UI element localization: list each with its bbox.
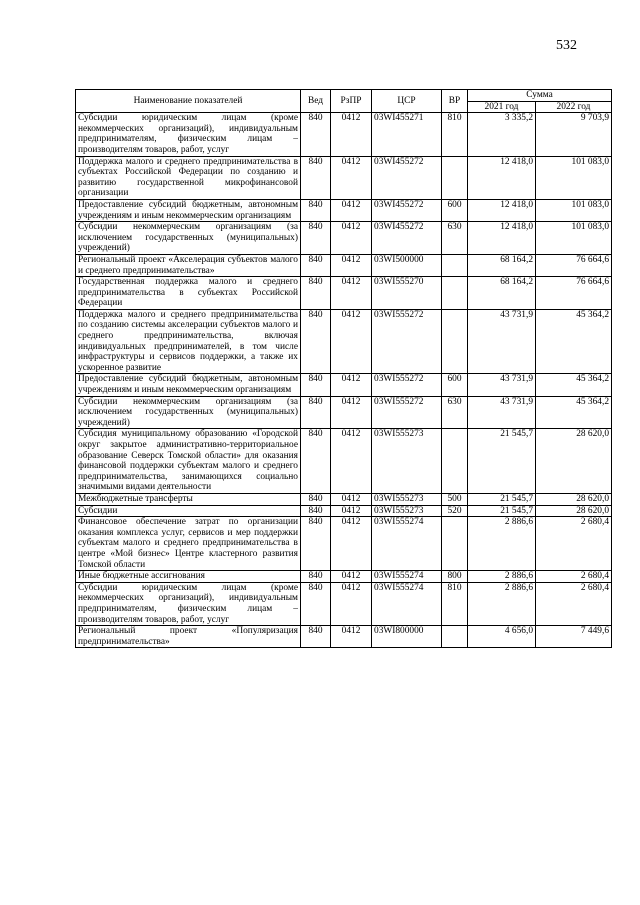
row-name-cell: Субсидия муниципальному образованию «Городской округ закрытое административно-территориальное образование Северск Томской области» для оказания финансовой поддержки субъектам малого и среднего предпринимательства, занимающихся социально значимыми видами деятельности <box>76 429 301 494</box>
row-name-cell: Предоставление субсидий бюджетным, автономным учреждениям и иным некоммерческим организациям <box>76 374 301 396</box>
row-name-cell: Субсидии некоммерческим организациям (за исключением государственных (муниципальных) учреждений) <box>76 396 301 429</box>
row-2021-cell: 12 418,0 <box>468 156 536 199</box>
row-2022-cell: 28 620,0 <box>536 505 612 517</box>
row-csr-cell: 03WI455272 <box>372 199 442 221</box>
row-vr-cell <box>442 309 468 374</box>
row-vr-cell: 630 <box>442 222 468 255</box>
row-2022-cell: 101 083,0 <box>536 222 612 255</box>
row-csr-cell: 03WI555273 <box>372 505 442 517</box>
row-ved-cell: 840 <box>301 505 331 517</box>
row-ved-cell: 840 <box>301 222 331 255</box>
row-vr-cell: 810 <box>442 113 468 156</box>
row-vr-cell: 800 <box>442 571 468 583</box>
row-2021-cell: 3 335,2 <box>468 113 536 156</box>
row-2021-cell: 68 164,2 <box>468 254 536 276</box>
row-csr-cell: 03WI555274 <box>372 582 442 625</box>
row-csr-cell: 03WI500000 <box>372 254 442 276</box>
header-sum: Сумма <box>468 90 612 102</box>
row-name-cell: Субсидии <box>76 505 301 517</box>
row-2022-cell: 2 680,4 <box>536 517 612 571</box>
row-name-cell: Субсидии некоммерческим организациям (за исключением государственных (муниципальных) учреждений) <box>76 222 301 255</box>
row-ved-cell: 840 <box>301 113 331 156</box>
row-2021-cell: 21 545,7 <box>468 429 536 494</box>
header-year-2021: 2021 год <box>468 101 536 113</box>
row-rzpr-cell: 0412 <box>331 309 372 374</box>
table-row <box>76 254 612 276</box>
row-ved-cell: 840 <box>301 396 331 429</box>
row-ved-cell: 840 <box>301 254 331 276</box>
row-vr-cell <box>442 277 468 310</box>
row-name-cell: Субсидии юридическим лицам (кроме некоммерческих организаций), индивидуальным предпринимателям, физическим лицам – производителям товаров, работ, услуг <box>76 582 301 625</box>
row-csr-cell: 03WI555274 <box>372 517 442 571</box>
row-vr-cell <box>442 429 468 494</box>
table-header <box>76 90 612 113</box>
row-rzpr-cell: 0412 <box>331 113 372 156</box>
row-2021-cell: 43 731,9 <box>468 309 536 374</box>
row-name-cell: Иные бюджетные ассигнования <box>76 571 301 583</box>
row-ved-cell: 840 <box>301 626 331 648</box>
row-csr-cell: 03WI555274 <box>372 571 442 583</box>
row-2022-cell: 28 620,0 <box>536 429 612 494</box>
row-rzpr-cell: 0412 <box>331 582 372 625</box>
row-csr-cell: 03WI555272 <box>372 374 442 396</box>
row-vr-cell <box>442 626 468 648</box>
header-vr: ВР <box>442 90 468 113</box>
table-row <box>76 277 612 310</box>
row-2021-cell: 12 418,0 <box>468 222 536 255</box>
row-2022-cell: 45 364,2 <box>536 374 612 396</box>
row-csr-cell: 03WI555270 <box>372 277 442 310</box>
table-row <box>76 505 612 517</box>
header-csr: ЦСР <box>372 90 442 113</box>
budget-table <box>75 89 612 648</box>
header-ved: Вед <box>301 90 331 113</box>
table-row <box>76 396 612 429</box>
row-rzpr-cell: 0412 <box>331 626 372 648</box>
row-rzpr-cell: 0412 <box>331 254 372 276</box>
row-ved-cell: 840 <box>301 571 331 583</box>
row-csr-cell: 03WI800000 <box>372 626 442 648</box>
row-ved-cell: 840 <box>301 517 331 571</box>
row-name-cell: Поддержка малого и среднего предпринимательства по созданию системы акселерации субъектов малого и среднего предпринимательства, включая индивидуальных предпринимателей, в том числе инфраструктуры и сервисов поддержки, а также их ускоренное развитие <box>76 309 301 374</box>
row-csr-cell: 03WI455272 <box>372 156 442 199</box>
row-2021-cell: 2 886,6 <box>468 517 536 571</box>
row-rzpr-cell: 0412 <box>331 505 372 517</box>
row-csr-cell: 03WI555273 <box>372 493 442 505</box>
row-2021-cell: 2 886,6 <box>468 582 536 625</box>
row-2022-cell: 101 083,0 <box>536 199 612 221</box>
row-ved-cell: 840 <box>301 429 331 494</box>
row-csr-cell: 03WI455272 <box>372 222 442 255</box>
table-row <box>76 199 612 221</box>
row-rzpr-cell: 0412 <box>331 277 372 310</box>
row-name-cell: Государственная поддержка малого и среднего предпринимательства в субъектах Российской Федерации <box>76 277 301 310</box>
row-rzpr-cell: 0412 <box>331 493 372 505</box>
row-2021-cell: 12 418,0 <box>468 199 536 221</box>
row-2022-cell: 45 364,2 <box>536 396 612 429</box>
row-vr-cell: 600 <box>442 374 468 396</box>
row-vr-cell: 810 <box>442 582 468 625</box>
row-2021-cell: 21 545,7 <box>468 493 536 505</box>
row-name-cell: Субсидии юридическим лицам (кроме некоммерческих организаций), индивидуальным предпринимателям, физическим лицам – производителям товаров, работ, услуг <box>76 113 301 156</box>
row-rzpr-cell: 0412 <box>331 571 372 583</box>
row-ved-cell: 840 <box>301 277 331 310</box>
row-ved-cell: 840 <box>301 309 331 374</box>
row-2022-cell: 2 680,4 <box>536 571 612 583</box>
row-2022-cell: 101 083,0 <box>536 156 612 199</box>
row-rzpr-cell: 0412 <box>331 222 372 255</box>
table-row <box>76 429 612 494</box>
row-2021-cell: 43 731,9 <box>468 374 536 396</box>
table-body <box>76 113 612 648</box>
row-csr-cell: 03WI555273 <box>372 429 442 494</box>
row-vr-cell: 500 <box>442 493 468 505</box>
row-2022-cell: 76 664,6 <box>536 277 612 310</box>
row-2021-cell: 4 656,0 <box>468 626 536 648</box>
row-2022-cell: 28 620,0 <box>536 493 612 505</box>
row-2022-cell: 7 449,6 <box>536 626 612 648</box>
row-name-cell: Финансовое обеспечение затрат по организации оказания комплекса услуг, сервисов и мер поддержки субъектам малого и среднего предпринимательства в центре «Мой бизнес» Центре кластерного развития Томской области <box>76 517 301 571</box>
row-2022-cell: 76 664,6 <box>536 254 612 276</box>
header-year-2022: 2022 год <box>536 101 612 113</box>
row-name-cell: Поддержка малого и среднего предпринимательства в субъектах Российской Федерации по созданию и развитию государственной микрофинансовой организации <box>76 156 301 199</box>
row-ved-cell: 840 <box>301 156 331 199</box>
table-row <box>76 582 612 625</box>
row-name-cell: Межбюджетные трансферты <box>76 493 301 505</box>
row-rzpr-cell: 0412 <box>331 374 372 396</box>
row-name-cell: Предоставление субсидий бюджетным, автономным учреждениям и иным некоммерческим организациям <box>76 199 301 221</box>
row-name-cell: Региональный проект «Акселерация субъектов малого и среднего предпринимательства» <box>76 254 301 276</box>
table-row <box>76 517 612 571</box>
row-vr-cell <box>442 254 468 276</box>
row-2022-cell: 2 680,4 <box>536 582 612 625</box>
row-vr-cell <box>442 517 468 571</box>
table-row <box>76 571 612 583</box>
row-2021-cell: 2 886,6 <box>468 571 536 583</box>
row-rzpr-cell: 0412 <box>331 396 372 429</box>
header-rzpr: РзПР <box>331 90 372 113</box>
row-2022-cell: 45 364,2 <box>536 309 612 374</box>
row-ved-cell: 840 <box>301 374 331 396</box>
table-row <box>76 374 612 396</box>
table-row <box>76 309 612 374</box>
header-name: Наименование показателей <box>76 90 301 113</box>
row-rzpr-cell: 0412 <box>331 199 372 221</box>
table-row <box>76 156 612 199</box>
row-2021-cell: 21 545,7 <box>468 505 536 517</box>
row-vr-cell: 520 <box>442 505 468 517</box>
row-ved-cell: 840 <box>301 199 331 221</box>
row-rzpr-cell: 0412 <box>331 156 372 199</box>
row-rzpr-cell: 0412 <box>331 517 372 571</box>
row-vr-cell <box>442 156 468 199</box>
row-name-cell: Региональный проект «Популяризация предпринимательства» <box>76 626 301 648</box>
table-row <box>76 113 612 156</box>
row-vr-cell: 630 <box>442 396 468 429</box>
row-vr-cell: 600 <box>442 199 468 221</box>
row-2021-cell: 43 731,9 <box>468 396 536 429</box>
row-2022-cell: 9 703,9 <box>536 113 612 156</box>
table-row <box>76 493 612 505</box>
row-2021-cell: 68 164,2 <box>468 277 536 310</box>
table-row <box>76 222 612 255</box>
row-csr-cell: 03WI555272 <box>372 396 442 429</box>
row-rzpr-cell: 0412 <box>331 429 372 494</box>
row-csr-cell: 03WI555272 <box>372 309 442 374</box>
row-ved-cell: 840 <box>301 582 331 625</box>
row-csr-cell: 03WI455271 <box>372 113 442 156</box>
page-number: 532 <box>556 38 577 53</box>
row-ved-cell: 840 <box>301 493 331 505</box>
table-row <box>76 626 612 648</box>
